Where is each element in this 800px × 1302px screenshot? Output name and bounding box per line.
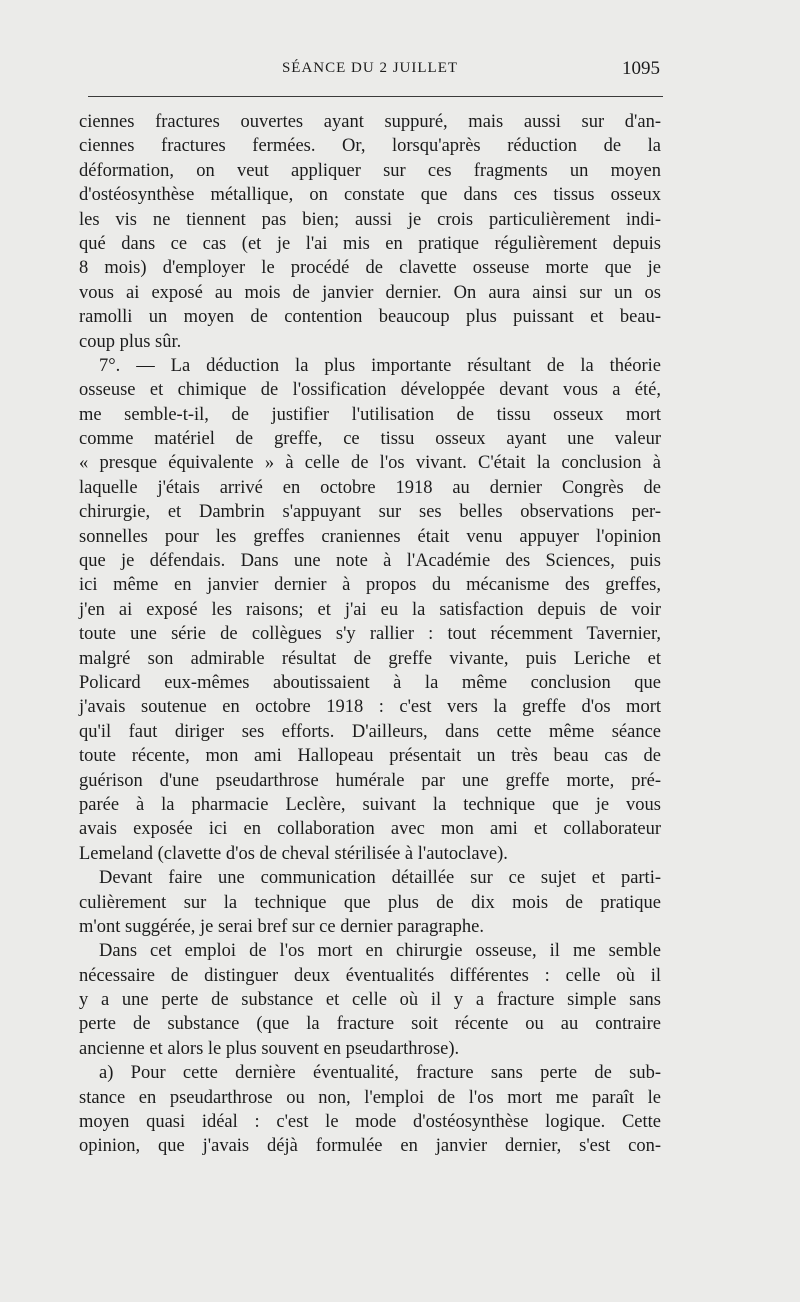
text-line: a) Pour cette dernière éventualité, fracture sans perte de sub- xyxy=(99,1063,661,1084)
text-line: malgré son admirable résultat de greffe vivante, puis Leriche et xyxy=(79,648,661,669)
text-line: vous ai exposé au mois de janvier dernier. On aura ainsi sur un os xyxy=(79,282,661,303)
text-line: 7°. — La déduction la plus importante résultant de la théorie xyxy=(99,355,661,376)
text-line: culièrement sur la technique que plus de dix mois de pratique xyxy=(79,892,661,913)
text-line: Dans cet emploi de l'os mort en chirurgie osseuse, il me semble xyxy=(99,941,661,962)
text-line: toute récente, mon ami Hallopeau présentait un très beau cas de xyxy=(79,746,661,767)
text-line: « presque équivalente » à celle de l'os vivant. C'était la conclusion à xyxy=(79,453,661,474)
text-line: coup plus sûr. xyxy=(79,331,182,352)
text-line: comme matériel de greffe, ce tissu osseux ayant une valeur xyxy=(79,429,661,450)
page-header xyxy=(80,60,660,86)
text-line: ramolli un moyen de contention beaucoup plus puissant et beau- xyxy=(79,307,661,328)
text-line: Policard eux-mêmes aboutissaient à la même conclusion que xyxy=(79,672,661,693)
text-line: ici même en janvier dernier à propos du mécanisme des greffes, xyxy=(79,575,661,596)
text-line: laquelle j'étais arrivé en octobre 1918 au dernier Congrès de xyxy=(79,477,661,498)
text-line: ciennes fractures ouvertes ayant suppuré, mais aussi sur d'an- xyxy=(79,112,661,132)
text-line: avais exposée ici en collaboration avec mon ami et collaborateur xyxy=(79,819,661,840)
text-line: stance en pseudarthrose ou non, l'emploi de l'os mort me paraît le xyxy=(79,1087,661,1108)
text-line: déformation, on veut appliquer sur ces fragments un moyen xyxy=(79,160,661,181)
text-line: j'en ai exposé les raisons; et j'ai eu la satisfaction depuis de voir xyxy=(79,599,661,620)
text-line: guérison d'une pseudarthrose humérale par une greffe morte, pré- xyxy=(79,770,661,791)
text-line: qué dans ce cas (et je l'ai mis en pratique régulièrement depuis xyxy=(79,233,661,254)
text-line: les vis ne tiennent pas bien; aussi je crois particulièrement indi- xyxy=(79,209,661,230)
page-number: 1095 xyxy=(622,58,660,79)
text-line: qu'il faut diriger ses efforts. D'ailleurs, dans cette même séance xyxy=(79,721,661,742)
running-head: SÉANCE DU 2 JUILLET xyxy=(281,60,459,76)
text-line: nécessaire de distinguer deux éventualités différentes : celle où il xyxy=(79,965,661,986)
text-line: Devant faire une communication détaillée sur ce sujet et parti- xyxy=(99,868,661,889)
text-line: sonnelles pour les greffes craniennes était venu appuyer l'opinion xyxy=(79,526,661,547)
text-line: chirurgie, et Dambrin s'appuyant sur ses belles observations per- xyxy=(79,502,661,523)
text-line: ciennes fractures fermées. Or, lorsqu'après réduction de la xyxy=(79,136,661,157)
text-line: ancienne et alors le plus souvent en pseudarthrose). xyxy=(79,1038,460,1059)
text-line: parée à la pharmacie Leclère, suivant la technique que je vous xyxy=(79,794,661,815)
text-line: 8 mois) d'employer le procédé de clavette osseuse morte que je xyxy=(79,258,661,279)
text-line: m'ont suggérée, je serai bref sur ce dernier paragraphe. xyxy=(79,916,484,937)
header-rule xyxy=(88,96,663,97)
text-line: osseuse et chimique de l'ossification développée devant vous a été, xyxy=(79,380,661,401)
body-text xyxy=(79,110,661,1159)
text-line: que je défendais. Dans une note à l'Académie des Sciences, puis xyxy=(79,551,661,572)
text-line: moyen quasi idéal : c'est le mode d'ostéosynthèse logique. Cette xyxy=(79,1112,661,1133)
text-line: me semble-t-il, de justifier l'utilisation de tissu osseux mort xyxy=(79,404,661,425)
text-line: Lemeland (clavette d'os de cheval stérilisée à l'autoclave). xyxy=(79,843,508,864)
text-line: j'avais soutenue en octobre 1918 : c'est vers la greffe d'os mort xyxy=(79,697,661,718)
text-line: d'ostéosynthèse métallique, on constate que dans ces tissus osseux xyxy=(79,185,661,206)
text-line: perte de substance (que la fracture soit récente ou au contraire xyxy=(79,1014,661,1035)
text-line: toute une série de collègues s'y rallier : tout récemment Tavernier, xyxy=(79,624,661,645)
text-line: opinion, que j'avais déjà formulée en janvier dernier, s'est con- xyxy=(79,1136,661,1157)
text-line: y a une perte de substance et celle où il y a fracture simple sans xyxy=(79,990,661,1011)
